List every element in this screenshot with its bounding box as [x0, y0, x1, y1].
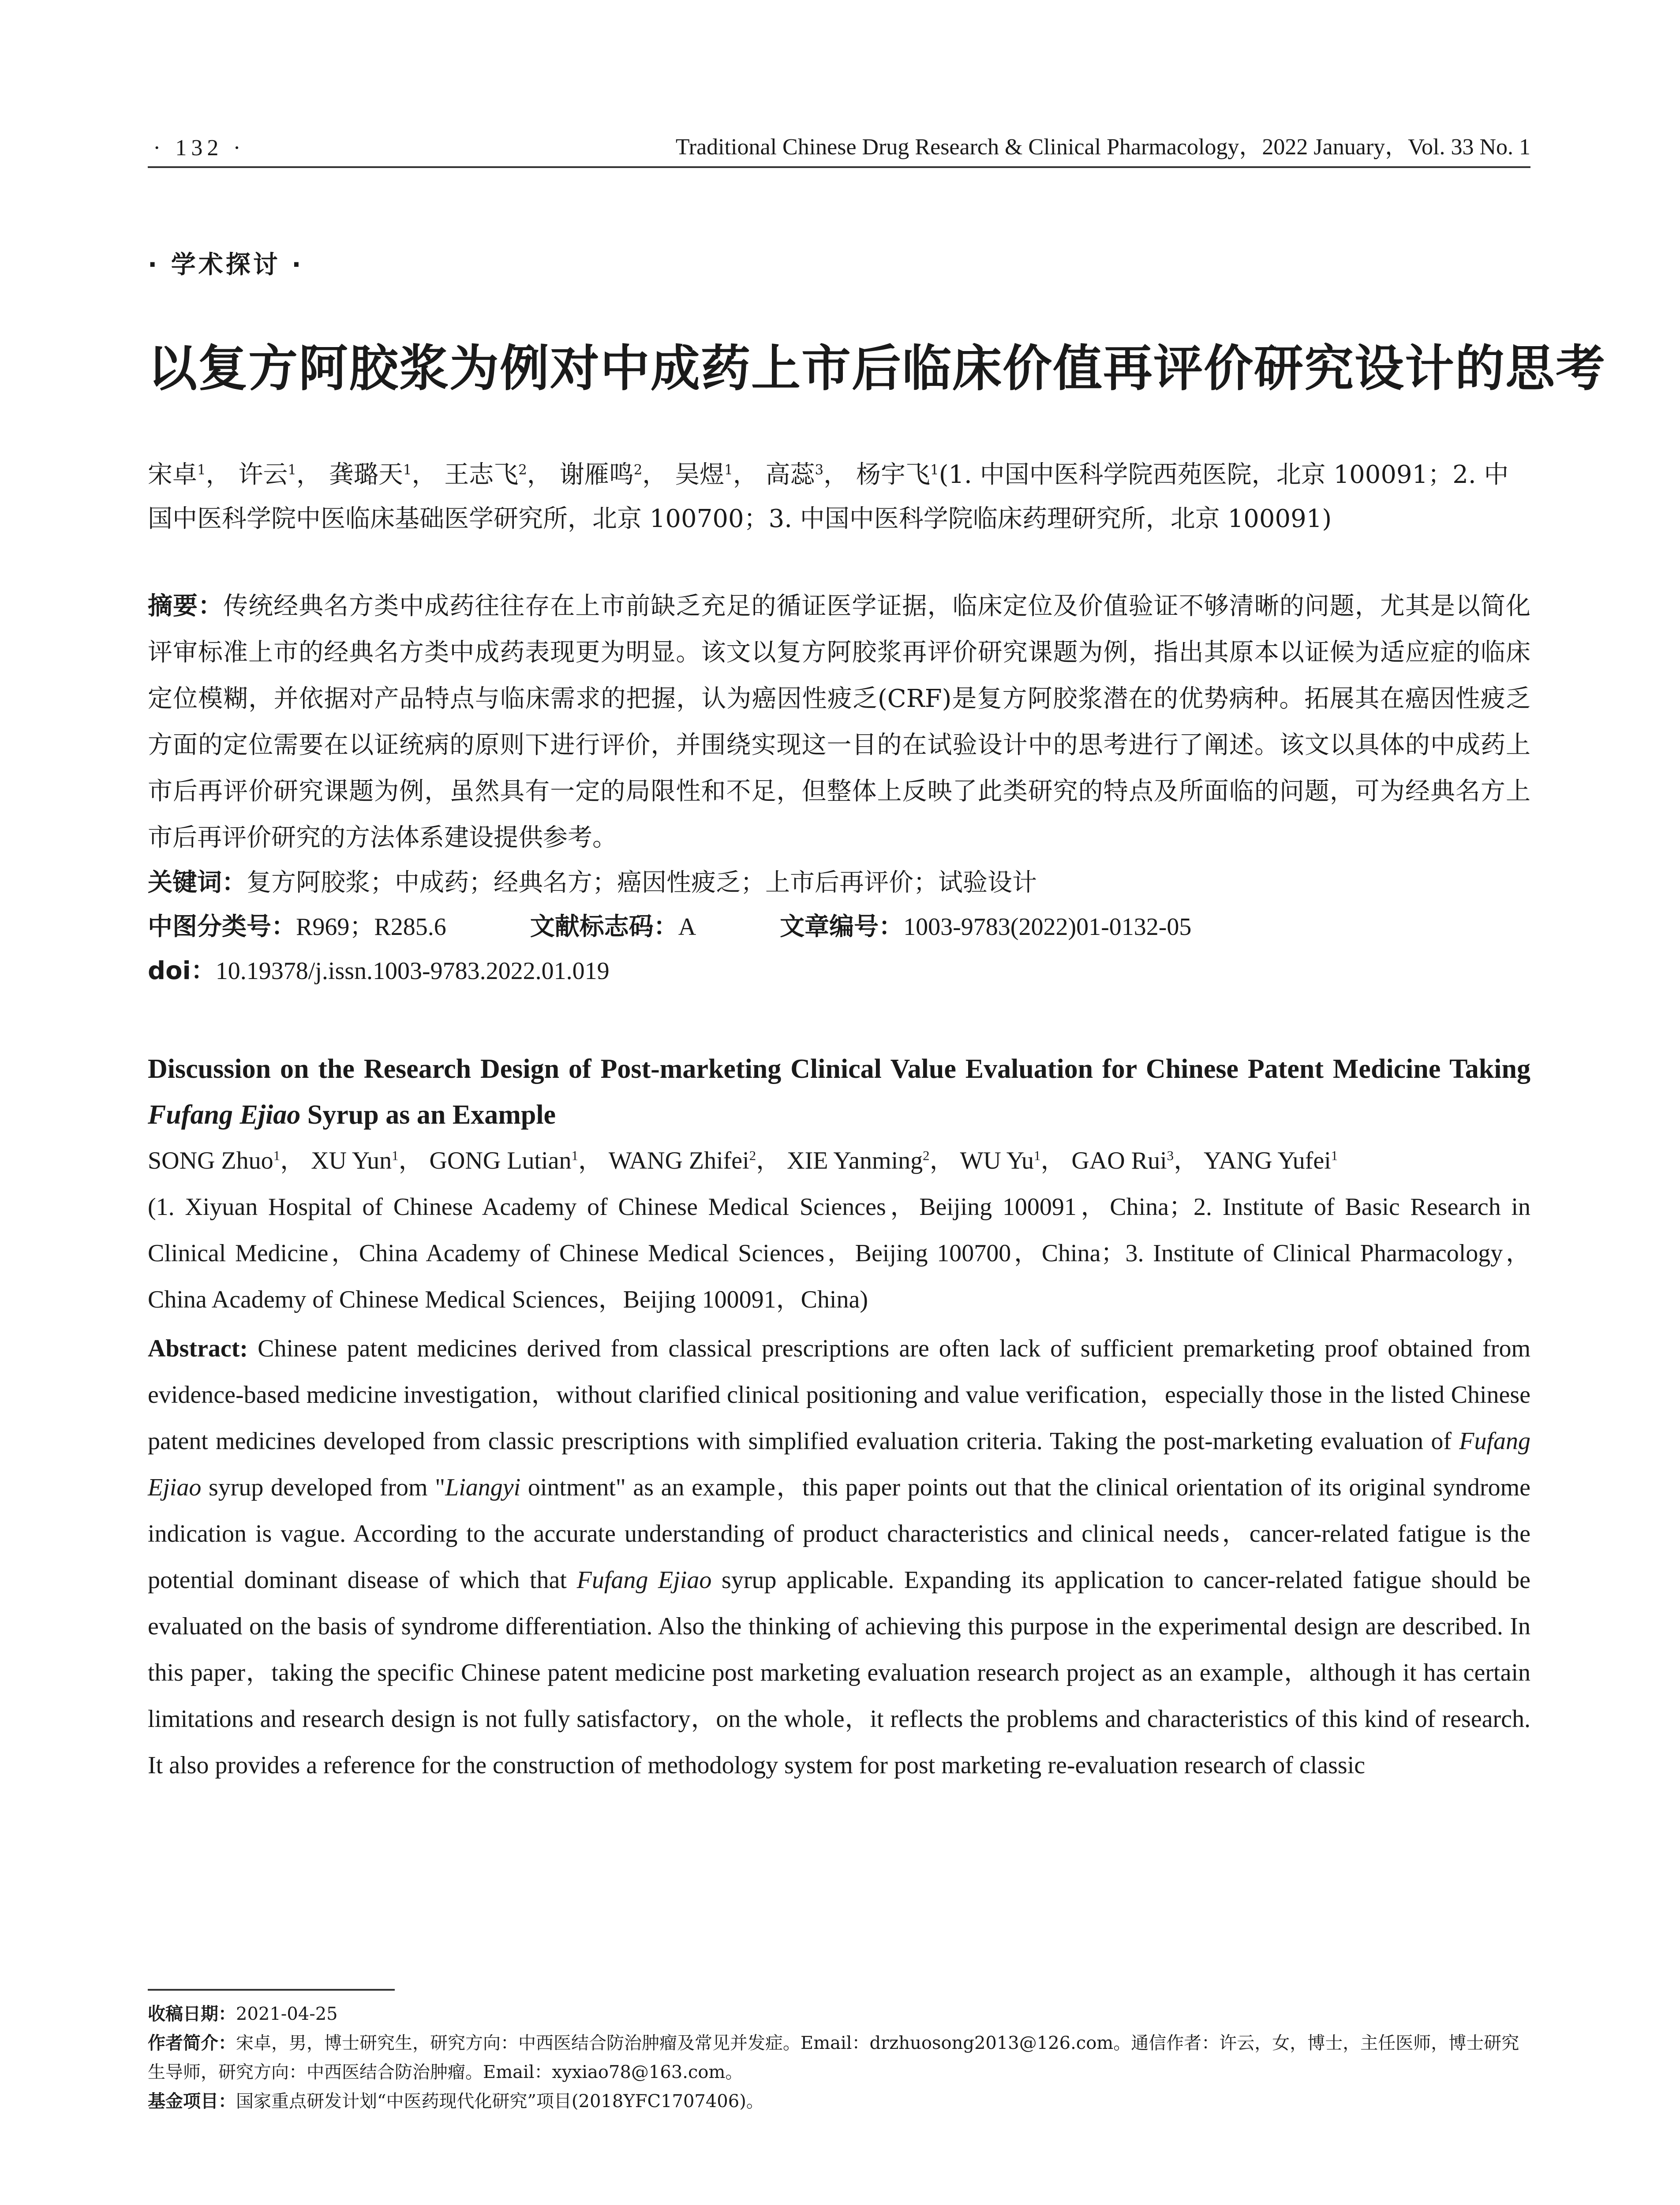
- doi-label: doi：: [148, 957, 216, 985]
- received-value: 2021-04-25: [236, 2004, 338, 2024]
- abstract-en-text: Chinese patent medicines derived from classical prescriptions are often lack of sufficient premarketing proof obtained from evidence-based medicine investigation，without clarified clinical positioning and value verification，especially those in the listed Chinese patent medicines developed from classic prescriptions with simplified evaluation criteria. Taking the post-marketing evaluation of: [148, 1335, 1530, 1455]
- author-name: 谢雁鸣: [559, 460, 634, 489]
- clc-label: 中图分类号：: [148, 912, 296, 941]
- abstract-en-label: Abstract:: [148, 1335, 248, 1362]
- article-number-value: 1003-9783(2022)01-0132-05: [903, 913, 1192, 941]
- author-name-en: GONG Lutian: [429, 1147, 572, 1174]
- funding-text: 国家重点研发计划“中医药现代化研究”项目(2018YFC1707406)。: [236, 2091, 764, 2112]
- author-name-en: YANG Yufei: [1203, 1147, 1331, 1174]
- abstract-en-text: ointment" as an example，this paper points out that the clinical orientation of its original syndrome indication is vague. According to the accurate understanding of product characteristics and clinical needs，cancer-related fatigue is the potential dominant disease of which that: [148, 1474, 1531, 1594]
- abstract-chinese: [148, 583, 1530, 861]
- doi-line: [148, 949, 1530, 993]
- author-name-en: XU Yun: [311, 1147, 392, 1174]
- author-name: 杨宇飞: [856, 460, 930, 489]
- keywords-label: 关键词：: [148, 868, 247, 897]
- doc-code-label: 文献标志码：: [530, 912, 678, 941]
- author-name: 龚璐天: [329, 460, 403, 489]
- paper-page: [148, 128, 1606, 1789]
- title-english: [148, 1046, 1530, 1138]
- abstract-en-italic: Liangyi: [445, 1474, 521, 1501]
- authors-chinese: 宋卓$^1$， 许云$^1$， 龚璐天$^1$， 王志飞$^2$， 谢雁鸣$^2$， 吴煜$^1$， 高蕊$^3$， 杨宇飞$^1$(1. 中国中医科学院西苑医院，北京 100091；2. 中国中医科学院中医临床基础医学研究所，北京 100700；3. 中国中医科学院临床药理研究所，北京 100091): [148, 460, 1509, 533]
- abstract-text: 传统经典名方类中成药往往存在上市前缺乏充足的循证医学证据，临床定位及价值验证不够清晰的问题，尤其是以简化评审标准上市的经典名方类中成药表现更为明显。该文以复方阿胶浆再评价研究课题为例，指出其原本以证候为适应症的临床定位模糊，并依据对产品特点与临床需求的把握，认为癌因性疲乏(CRF)是复方阿胶浆潜在的优势病种。拓展其在癌因性疲乏方面的定位需要在以证统病的原则下进行评价，并围绕实现这一目的在试验设计中的思考进行了阐述。该文以具体的中成药上市后再评价研究课题为例，虽然具有一定的局限性和不足，但整体上反映了此类研究的特点及所面临的问题，可为经典名方上市后再评价研究的方法体系建设提供参考。: [148, 592, 1531, 852]
- doc-code-value: A: [678, 913, 696, 941]
- affiliations-chinese: (1. 中国中医科学院西苑医院，北京 100091；2. 中国中医科学院中医临床基础医学研究所，北京 100700；3. 中国中医科学院临床药理研究所，北京 100091): [148, 460, 1509, 533]
- author-name: 许云: [238, 460, 288, 489]
- author-name: 王志飞: [444, 460, 519, 489]
- author-bio-text: 宋卓，男，博士研究生，研究方向：中西医结合防治肿瘤及常见并发症。Email：drzhuosong2013@126.com。通信作者：许云，女，博士，主任医师，博士研究生导师，研究方向：中西医结合防治肿瘤。Email：xyxiao78@163.com。: [148, 2033, 1519, 2082]
- title-chinese: 以复方阿胶浆为例对中成药上市后临床价值再评价研究设计的思考: [148, 340, 1606, 397]
- title-english-part: Discussion on the Research Design of Post-marketing Clinical Value Evaluation for Chinese Patent Medicine Taking: [148, 1054, 1530, 1084]
- title-english-italic: Fufang Ejiao: [148, 1100, 301, 1130]
- author-name-en: XIE Yanming: [787, 1147, 923, 1174]
- page-number: · 132 ·: [153, 135, 245, 161]
- author-name-en: SONG Zhuo: [148, 1147, 273, 1174]
- journal-info: Traditional Chinese Drug Research & Clinical Pharmacology，2022 January，Vol. 33 No. 1: [675, 135, 1530, 160]
- abstract-en-text: syrup applicable. Expanding its application to cancer-related fatigue should be evaluated on the basis of syndrome differentiation. Also the thinking of achieving this purpose in the experimental design are described. In this paper，taking the specific Chinese patent medicine post marketing evaluation research project as an example，although it has certain limitations and research design is not fully satisfactory，on the whole，it reflects the problems and characteristics of this kind of research. It also provides a reference for the construction of methodology system for post marketing re-evaluation research of classic: [148, 1566, 1530, 1779]
- affiliations-english: (1. Xiyuan Hospital of Chinese Academy of Chinese Medical Sciences，Beijing 100091，China；2. Institute of Basic Research in Clinical Medicine，China Academy of Chinese Medical Sciences，Beijing 100700，China；3. Institute of Clinical Pharmacology，China Academy of Chinese Medical Sciences，Beijing 100091，China): [148, 1193, 1531, 1313]
- received-label: 收稿日期：: [148, 2004, 236, 2024]
- author-name-en: WU Yu: [960, 1147, 1034, 1174]
- abstract-label: 摘要：: [148, 592, 224, 620]
- column-tag: · 学术探讨 ·: [148, 250, 304, 279]
- doi-value: 10.19378/j.issn.1003-9783.2022.01.019: [215, 957, 610, 985]
- clc-value: R969；R285.6: [296, 913, 446, 941]
- running-header: [148, 128, 1530, 168]
- author-name: 吴煜: [675, 460, 725, 489]
- abstract-en-italic: Fufang Ejiao: [576, 1566, 712, 1594]
- author-name: 高蕊: [765, 460, 815, 489]
- authors-english: SONG Zhuo$^1$， XU Yun$^1$， GONG Lutian$^1$， WANG Zhifei$^2$， XIE Yanming$^2$， WU Yu$^1$， GAO Rui$^3$， YANG Yufei$^1$: [148, 1147, 1338, 1174]
- funding-label: 基金项目：: [148, 2091, 236, 2112]
- author-bio: [148, 2029, 1530, 2087]
- article-number-label: 文章编号：: [780, 912, 904, 941]
- author-name-en: WANG Zhifei: [608, 1147, 749, 1174]
- abstract-en-text: syrup developed from ": [201, 1474, 445, 1501]
- abstract-english: [148, 1326, 1530, 1789]
- title-english-part: Syrup as an Example: [300, 1100, 556, 1130]
- funding: [148, 2087, 1530, 2116]
- received-date: [148, 1999, 1530, 2029]
- keywords-text: 复方阿胶浆；中成药；经典名方；癌因性疲乏；上市后再评价；试验设计: [247, 869, 1037, 897]
- author-name-en: GAO Rui: [1071, 1147, 1167, 1174]
- keywords-chinese: [148, 861, 1530, 905]
- footnote-rule: [148, 1989, 395, 1991]
- author-name: 宋卓: [148, 460, 197, 489]
- author-bio-label: 作者简介：: [148, 2033, 236, 2053]
- classification-line: [148, 905, 1530, 949]
- abstract-en-italic: Fufang Ejiao: [148, 1428, 1530, 1501]
- footnotes: [148, 1989, 1530, 2116]
